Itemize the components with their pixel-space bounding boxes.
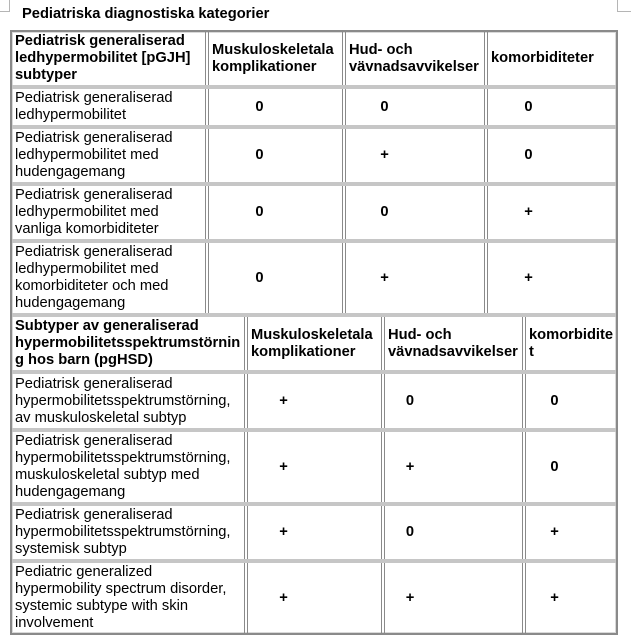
value-cell: + xyxy=(342,129,484,182)
header-cell-pgjh-subtypes: Pediatrisk generaliserad ledhypermobilitet [pGJH] subtyper xyxy=(15,33,191,83)
value-cell: 0 xyxy=(522,432,616,502)
value-cell: 0 xyxy=(205,186,342,239)
table-row xyxy=(12,559,616,633)
value-cell: 0 xyxy=(522,374,616,428)
value-cell: + xyxy=(522,506,616,559)
value-cell: + xyxy=(244,563,381,633)
value-cell: + xyxy=(484,186,616,239)
text-boundary-corner-right-icon xyxy=(617,0,631,12)
table-section-pghsd xyxy=(12,313,616,633)
table-row xyxy=(12,502,616,559)
table-section-pgjh xyxy=(12,32,616,313)
value-cell: 0 xyxy=(205,129,342,182)
value-cell: + xyxy=(381,432,522,502)
table-row xyxy=(12,428,616,502)
value-cell: 0 xyxy=(381,506,522,559)
value-cell: + xyxy=(381,563,522,633)
header-cell-skin-tissue: Hud- och vävnadsavvikelser xyxy=(342,32,484,85)
value-cell: 0 xyxy=(205,89,342,125)
value-cell: 0 xyxy=(381,374,522,428)
header-cell-comorbidities: komorbiditet xyxy=(522,317,616,370)
header-cell-pghsd-subtypes: Subtyper av generaliserad hypermobilitetsspektrumstörning hos barn (pgHSD) xyxy=(15,318,241,368)
row-label: Pediatrisk generaliserad hypermobilitetsspektrumstörning, av muskuloskeletal subtyp xyxy=(15,375,231,426)
row-label: Pediatrisk generaliserad ledhypermobilitet med komorbiditeter och med hudengagemang xyxy=(15,244,173,311)
row-label: Pediatrisk generaliserad ledhypermobilitet xyxy=(15,90,173,123)
row-label: Pediatrisk generaliserad hypermobilitetsspektrumstörning, systemisk subtyp xyxy=(15,507,231,557)
header-cell-musculoskeletal: Muskuloskeletala komplikationer xyxy=(205,32,342,85)
table-row xyxy=(12,239,616,313)
text-boundary-corner-left-icon xyxy=(0,0,10,12)
value-cell: + xyxy=(522,563,616,633)
diagnostic-categories-table xyxy=(10,30,618,635)
row-label: Pediatrisk generaliserad ledhypermobilitet med hudengagemang xyxy=(15,130,173,180)
header-cell-musculoskeletal: Muskuloskeletala komplikationer xyxy=(244,317,381,370)
value-cell: 0 xyxy=(342,89,484,125)
row-label: Pediatrisk generaliserad hypermobilitetsspektrumstörning, muskuloskeletal subtyp med hudengagemang xyxy=(15,433,231,500)
row-label: Pediatric generalized hypermobility spectrum disorder, systemic subtype with skin involvement xyxy=(15,564,227,631)
page-title: Pediatriska diagnostiska kategorier xyxy=(22,6,270,22)
header-row-pghsd xyxy=(12,313,616,370)
table-row xyxy=(12,370,616,428)
value-cell: + xyxy=(342,243,484,313)
value-cell: + xyxy=(484,243,616,313)
row-label: Pediatrisk generaliserad ledhypermobilitet med vanliga komorbiditeter xyxy=(15,187,173,237)
header-row-pgjh xyxy=(12,32,616,85)
value-cell: 0 xyxy=(484,129,616,182)
table-row xyxy=(12,85,616,125)
value-cell: + xyxy=(244,374,381,428)
value-cell: + xyxy=(244,506,381,559)
table-row xyxy=(12,125,616,182)
header-cell-comorbidities: komorbiditeter xyxy=(484,32,616,85)
header-cell-skin-tissue: Hud- och vävnadsavvikelser xyxy=(381,317,522,370)
value-cell: + xyxy=(244,432,381,502)
value-cell: 0 xyxy=(342,186,484,239)
value-cell: 0 xyxy=(205,243,342,313)
table-row xyxy=(12,182,616,239)
value-cell: 0 xyxy=(484,89,616,125)
